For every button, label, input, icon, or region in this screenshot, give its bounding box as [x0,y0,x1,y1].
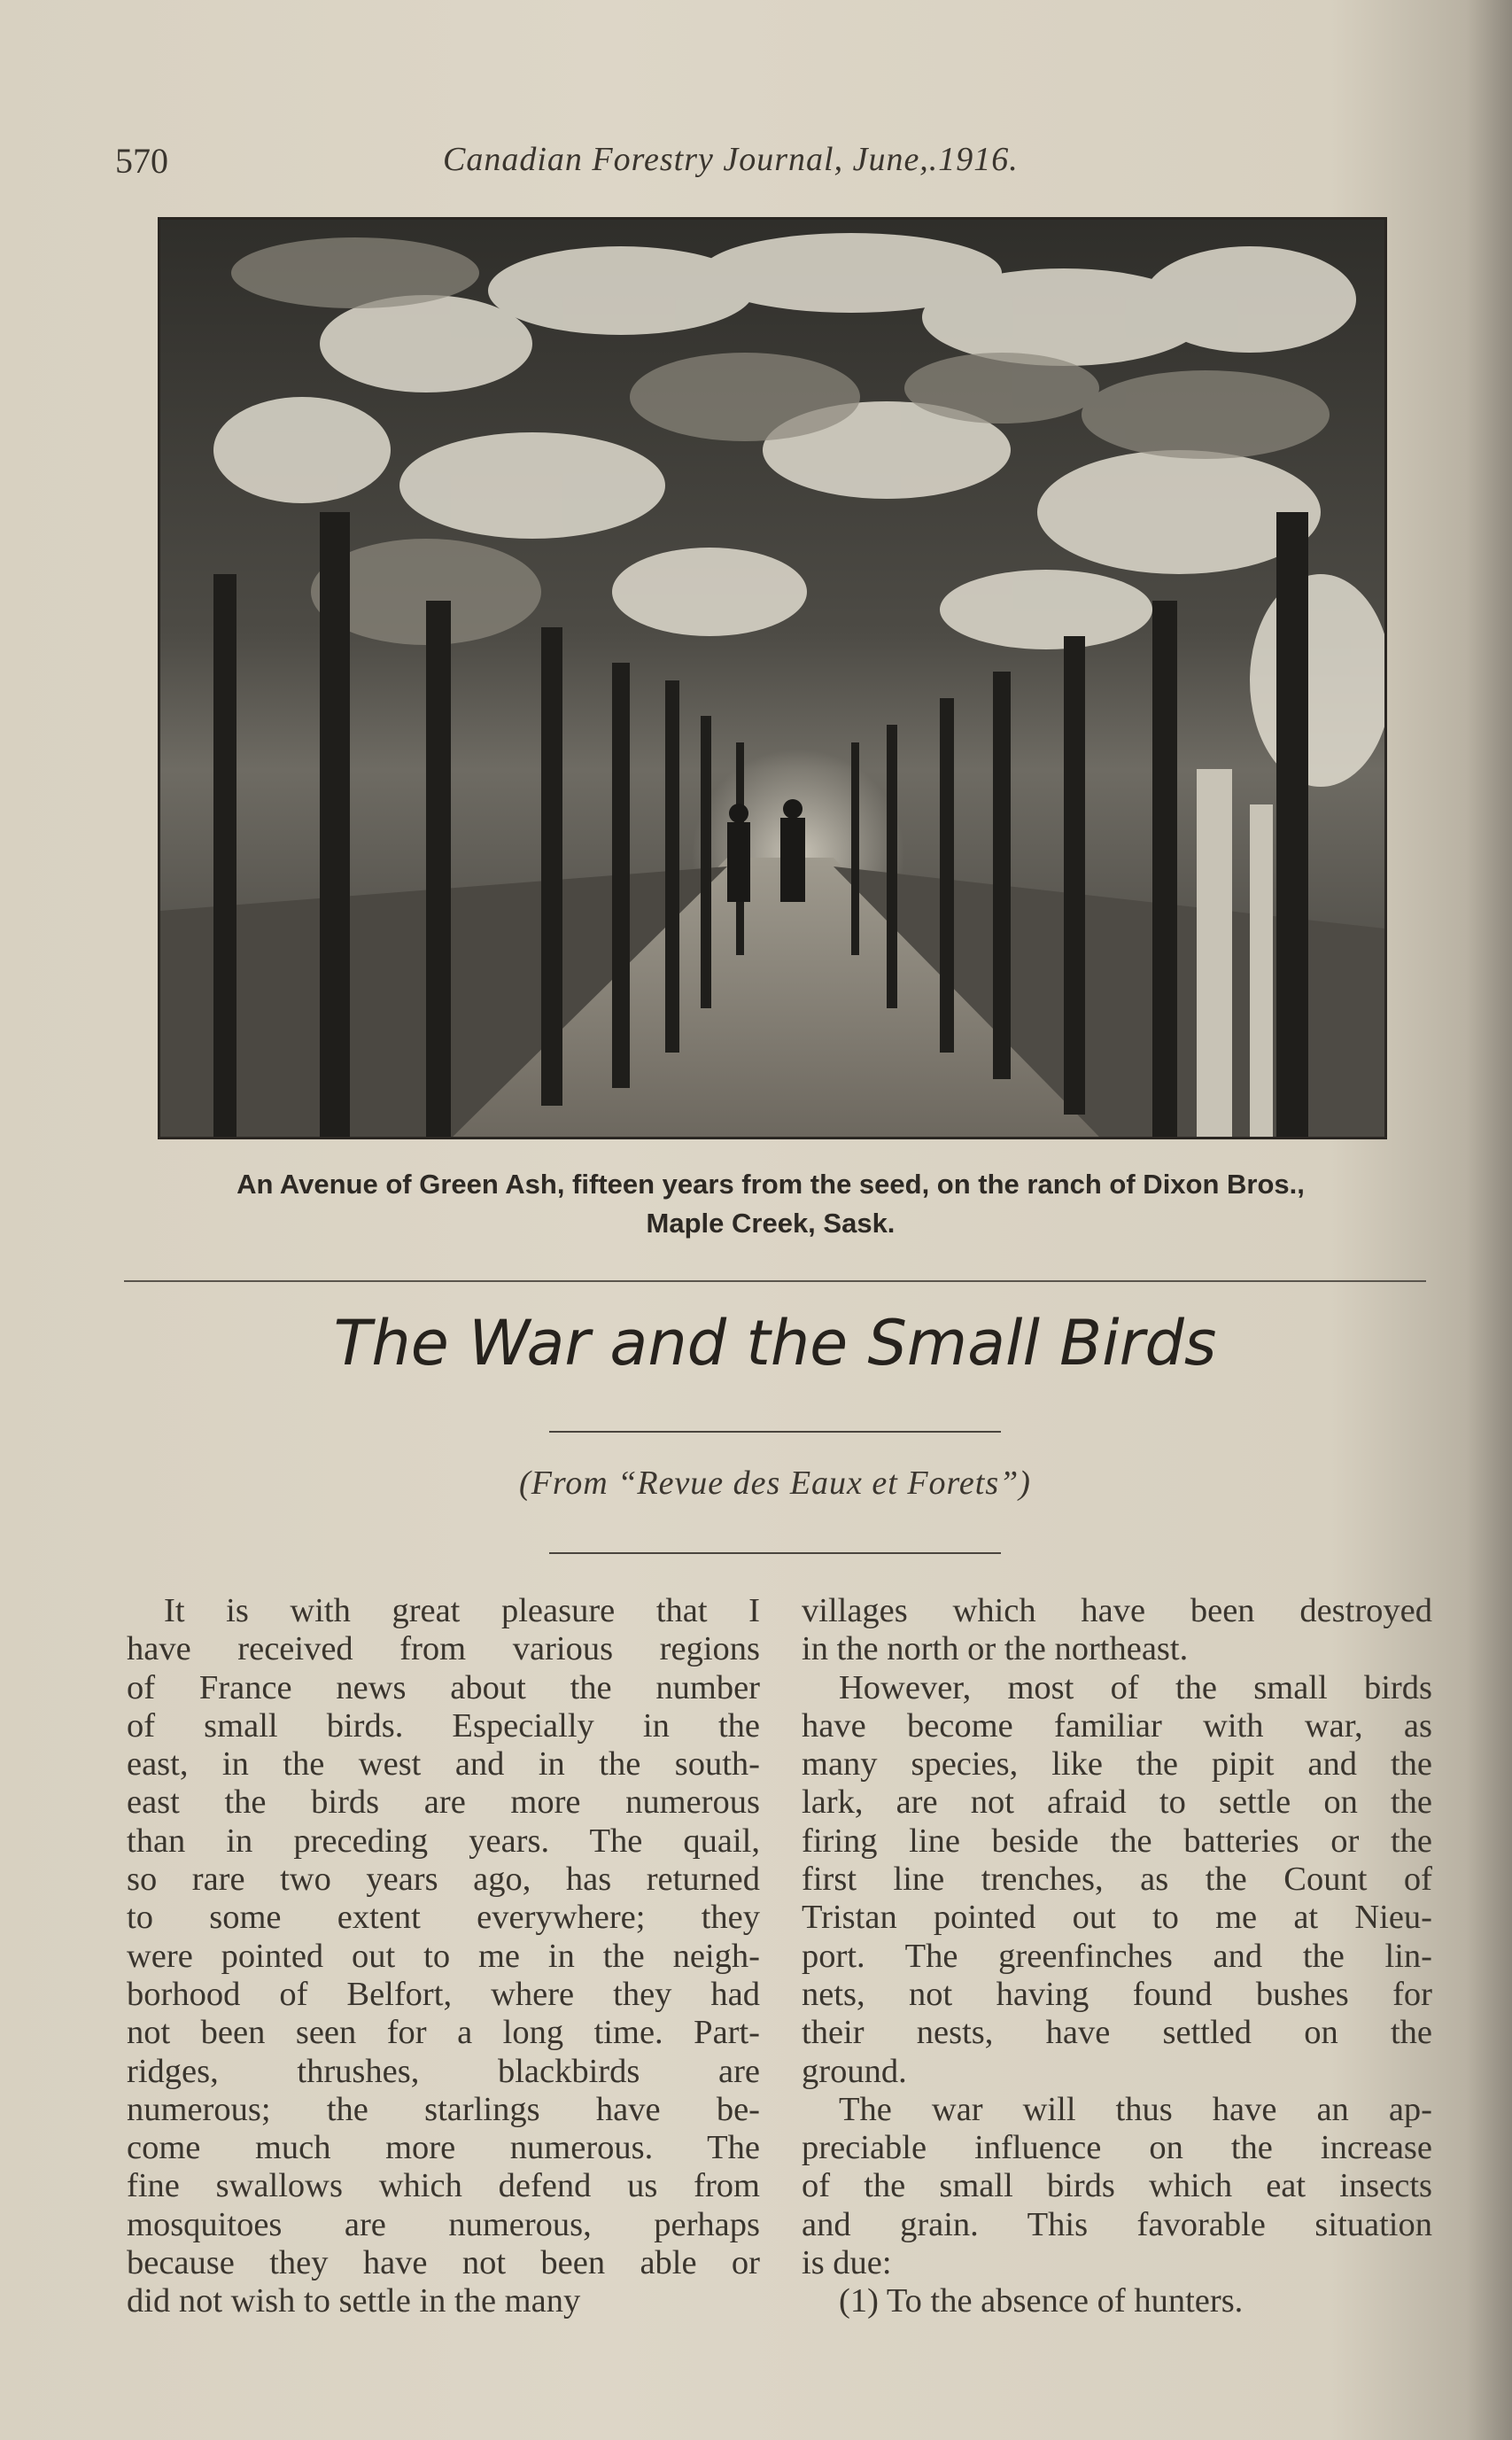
avenue-photograph [158,217,1387,1139]
text-line: (1) To the absence of hunters. [839,2282,1244,2320]
text-line: their nests, have settled on the [802,2014,1432,2052]
text-line: ridges, thrushes, blackbirds are [127,2052,760,2090]
text-line: nets, not having found bushes for [802,1975,1432,2013]
text-line: of small birds. Especially in the [127,1706,760,1745]
text-line: However, most of the small birds [839,1668,1432,1706]
page-header [115,133,1089,186]
text-line: Tristan pointed out to me at Nieu- [802,1899,1432,1937]
text-line: were pointed out to me in the neigh- [127,1937,760,1975]
text-line: many species, like the pipit and the [802,1745,1432,1783]
running-head: Canadian Forestry Journal, June,.1916. [443,141,1019,178]
text-column-left [127,1592,760,2321]
text-line: port. The greenfinches and the lin- [802,1937,1432,1975]
text-line: mosquitoes are numerous, perhaps [127,2205,760,2243]
photo-caption [133,1165,1408,1243]
text-line: It is with great pleasure that I [164,1592,760,1629]
text-column-right [802,1592,1432,2321]
text-line: borhood of Belfort, where they had [127,1975,760,2013]
text-line: villages which have been destroyed [802,1592,1432,1629]
text-line: preciable influence on the increase [802,2129,1432,2167]
text-line: to some extent everywhere; they [127,1899,760,1937]
text-line: lark, are not afraid to settle on the [802,1783,1432,1822]
text-line: because they have not been able or [127,2244,760,2282]
text-line: of the small birds which eat insects [802,2167,1432,2205]
section-divider [124,1280,1426,1282]
text-line: have become familiar with war, as [802,1706,1432,1745]
article-source: (From “Revue des Eaux et Forets”) [519,1465,1031,1502]
title-rule-bottom [549,1552,1001,1554]
article-title: The War and the Small Birds [333,1307,1217,1379]
page-number: 570 [115,141,168,181]
text-line: fine swallows which defend us from [127,2167,760,2205]
title-rule-top [549,1431,1001,1433]
text-line: in the north or the northeast. [802,1630,1189,1668]
text-line: east, in the west and in the south- [127,1745,760,1783]
text-line: is due: [802,2244,892,2282]
text-line: than in preceding years. The quail, [127,1822,760,1860]
text-line: first line trenches, as the Count of [802,1861,1432,1899]
caption-line-2: Maple Creek, Sask. [646,1208,896,1239]
text-line: not been seen for a long time. Part- [127,2014,760,2052]
text-line: ground. [802,2052,907,2090]
text-line: firing line beside the batteries or the [802,1822,1432,1860]
tree-avenue-image [160,220,1384,1137]
text-line: of France news about the number [127,1668,760,1706]
text-line: did not wish to settle in the many [127,2282,581,2320]
text-line: have received from various regions [127,1630,760,1668]
text-line: east the birds are more numerous [127,1783,760,1822]
text-line: The war will thus have an ap- [839,2090,1432,2128]
text-line: and grain. This favorable situation [802,2205,1432,2243]
caption-line-1: An Avenue of Green Ash, fifteen years from the seed, on the ranch of Dixon Bros., [236,1169,1305,1200]
text-line: so rare two years ago, has returned [127,1861,760,1899]
text-line: come much more numerous. The [127,2129,760,2167]
text-line: numerous; the starlings have be- [127,2090,760,2128]
